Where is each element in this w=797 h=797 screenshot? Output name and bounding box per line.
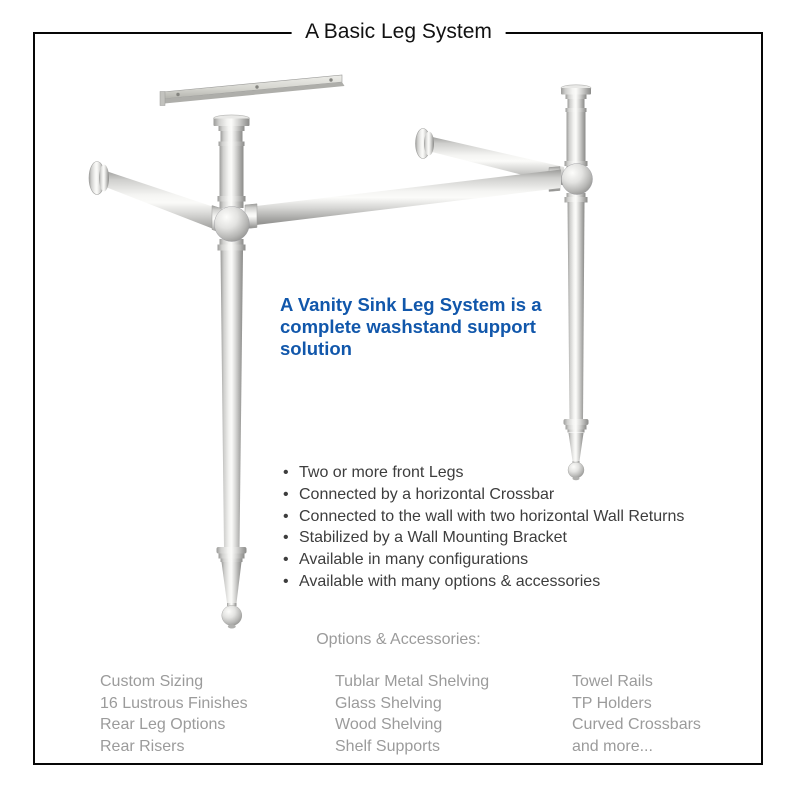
intro-line: solution [280,338,352,359]
options-column-sizing [100,671,248,758]
options-column-accessories [572,671,701,758]
option-item: and more... [572,738,653,756]
option-item: Tublar Metal Shelving [335,673,490,690]
ball-joint-left-icon [214,207,249,242]
options-column-shelving [335,671,489,758]
feature-item: • Connected to the wall with two horizontal Wall Returns [283,506,684,528]
feature-list [283,462,684,593]
ball-joint-right-icon [562,164,593,195]
option-item: Rear Risers [100,738,185,756]
option-item: Rear Leg Options [100,716,226,734]
intro-line: A Vanity Sink Leg System is a [280,294,542,315]
wall-mounting-bracket-icon [160,75,345,106]
option-item: Wood Shelving [335,716,443,734]
feature-item: • Available with many options & accessories [283,571,684,593]
option-item: Towel Rails [572,673,653,690]
feature-item: • Available in many configurations [283,549,684,571]
option-item: TP Holders [572,694,652,712]
options-heading: Options & Accessories: [316,631,481,648]
option-item: Glass Shelving [335,694,442,712]
front-leg-left-icon [214,115,250,629]
option-item: Shelf Supports [335,738,440,756]
wall-return-left-icon [89,162,229,236]
intro-text [280,294,542,360]
page-title: A Basic Leg System [291,19,506,45]
option-item: Custom Sizing [100,673,204,690]
option-item: Curved Crossbars [572,716,701,734]
front-leg-right-icon [561,85,591,481]
crossbar-icon [245,170,561,229]
feature-item: • Stabilized by a Wall Mounting Bracket [283,527,684,549]
intro-line: complete washstand support [280,316,536,337]
feature-item: • Connected by a horizontal Crossbar [283,484,684,506]
feature-item: • Two or more front Legs [283,462,684,484]
option-item: 16 Lustrous Finishes [100,694,248,712]
